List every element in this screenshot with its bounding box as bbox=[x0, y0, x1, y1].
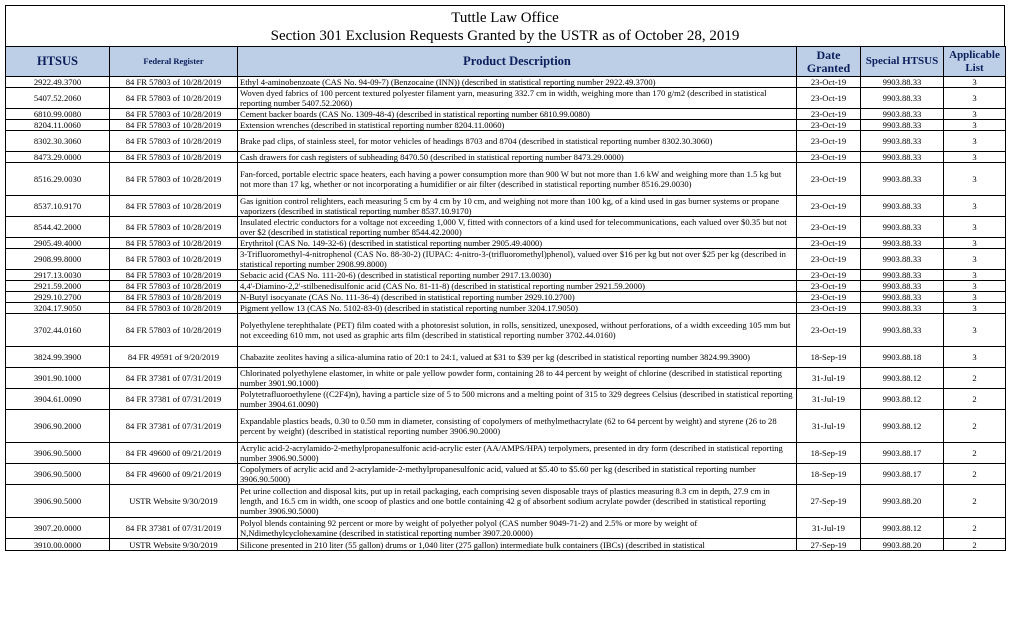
cell-applicable-list: 3 bbox=[944, 238, 1006, 249]
cell-product-description: Chlorinated polyethylene elastomer, in white or pale yellow powder form, containing 28 to 44 percent by weight of chlorine (described in statistical reporting number 3901.90.1000) bbox=[238, 368, 797, 389]
cell-date-granted: 31-Jul-19 bbox=[797, 518, 861, 539]
cell-federal-register: 84 FR 37381 of 07/31/2019 bbox=[110, 518, 238, 539]
cell-special-htsus: 9903.88.18 bbox=[861, 347, 944, 368]
cell-federal-register: 84 FR 57803 of 10/28/2019 bbox=[110, 292, 238, 303]
cell-applicable-list: 3 bbox=[944, 217, 1006, 238]
cell-federal-register: USTR Website 9/30/2019 bbox=[110, 539, 238, 551]
cell-product-description: 4,4'-Diamino-2,2'-stilbenedisulfonic acid (CAS No. 81-11-8) (described in statistical reporting number 2921.59.2000) bbox=[238, 281, 797, 292]
cell-product-description: 3-Trifluoromethyl-4-nitrophenol (CAS No. 88-30-2) (IUPAC: 4-nitro-3-(trifluoromethyl)phenol), valued over $16 per kg but not over $25 per kg (described in statistical reporting number 2908.99.8000) bbox=[238, 249, 797, 270]
cell-federal-register: 84 FR 37381 of 07/31/2019 bbox=[110, 368, 238, 389]
cell-federal-register: 84 FR 37381 of 07/31/2019 bbox=[110, 410, 238, 443]
cell-date-granted: 18-Sep-19 bbox=[797, 464, 861, 485]
cell-product-description: Ethyl 4-aminobenzoate (CAS No. 94-09-7) (Benzocaine (INN)) (described in statistical reporting number 2922.49.3700) bbox=[238, 77, 797, 88]
exclusions-table bbox=[5, 46, 1006, 551]
table-row bbox=[6, 292, 1006, 303]
cell-htsus: 8516.29.0030 bbox=[6, 163, 110, 196]
cell-federal-register: 84 FR 57803 of 10/28/2019 bbox=[110, 131, 238, 152]
table-row bbox=[6, 163, 1006, 196]
cell-special-htsus: 9903.88.12 bbox=[861, 410, 944, 443]
col-header-applicable-list: Applicable List bbox=[944, 47, 1006, 77]
cell-special-htsus: 9903.88.12 bbox=[861, 389, 944, 410]
cell-special-htsus: 9903.88.33 bbox=[861, 281, 944, 292]
table-row bbox=[6, 485, 1006, 518]
cell-product-description: Chabazite zeolites having a silica-alumina ratio of 20:1 to 24:1, valued at $31 to $39 per kg (described in statistical reporting number 3824.99.3900) bbox=[238, 347, 797, 368]
table-row bbox=[6, 368, 1006, 389]
cell-applicable-list: 3 bbox=[944, 347, 1006, 368]
table-row bbox=[6, 196, 1006, 217]
table-header-row bbox=[6, 47, 1006, 77]
cell-date-granted: 23-Oct-19 bbox=[797, 131, 861, 152]
col-header-date-granted: Date Granted bbox=[797, 47, 861, 77]
cell-special-htsus: 9903.88.33 bbox=[861, 77, 944, 88]
cell-date-granted: 23-Oct-19 bbox=[797, 270, 861, 281]
cell-federal-register: 84 FR 49600 of 09/21/2019 bbox=[110, 464, 238, 485]
cell-htsus: 3906.90.5000 bbox=[6, 443, 110, 464]
cell-htsus: 2917.13.0030 bbox=[6, 270, 110, 281]
cell-date-granted: 23-Oct-19 bbox=[797, 217, 861, 238]
cell-special-htsus: 9903.88.33 bbox=[861, 131, 944, 152]
table-row bbox=[6, 249, 1006, 270]
cell-special-htsus: 9903.88.33 bbox=[861, 163, 944, 196]
cell-applicable-list: 3 bbox=[944, 303, 1006, 314]
cell-applicable-list: 3 bbox=[944, 281, 1006, 292]
table-row bbox=[6, 389, 1006, 410]
cell-date-granted: 31-Jul-19 bbox=[797, 389, 861, 410]
cell-product-description: Erythritol (CAS No. 149-32-6) (described in statistical reporting number 2905.49.4000) bbox=[238, 238, 797, 249]
cell-special-htsus: 9903.88.20 bbox=[861, 539, 944, 551]
cell-special-htsus: 9903.88.33 bbox=[861, 303, 944, 314]
cell-federal-register: 84 FR 57803 of 10/28/2019 bbox=[110, 238, 238, 249]
cell-date-granted: 27-Sep-19 bbox=[797, 485, 861, 518]
cell-htsus: 3910.00.0000 bbox=[6, 539, 110, 551]
cell-federal-register: 84 FR 57803 of 10/28/2019 bbox=[110, 196, 238, 217]
cell-date-granted: 23-Oct-19 bbox=[797, 77, 861, 88]
cell-federal-register: 84 FR 57803 of 10/28/2019 bbox=[110, 152, 238, 163]
cell-federal-register: 84 FR 57803 of 10/28/2019 bbox=[110, 314, 238, 347]
table-row bbox=[6, 109, 1006, 120]
cell-product-description: Insulated electric conductors for a voltage not exceeding 1,000 V, fitted with connectors of a kind used for telecommunications, each valued over $0.35 but not over $2 (described in statistical reporting number 8544.42.2000) bbox=[238, 217, 797, 238]
cell-federal-register: 84 FR 57803 of 10/28/2019 bbox=[110, 270, 238, 281]
cell-htsus: 8473.29.0000 bbox=[6, 152, 110, 163]
cell-date-granted: 18-Sep-19 bbox=[797, 347, 861, 368]
cell-special-htsus: 9903.88.33 bbox=[861, 314, 944, 347]
cell-htsus: 2905.49.4000 bbox=[6, 238, 110, 249]
cell-federal-register: 84 FR 49600 of 09/21/2019 bbox=[110, 443, 238, 464]
cell-htsus: 3702.44.0160 bbox=[6, 314, 110, 347]
cell-applicable-list: 3 bbox=[944, 196, 1006, 217]
cell-htsus: 3204.17.9050 bbox=[6, 303, 110, 314]
cell-htsus: 3906.90.2000 bbox=[6, 410, 110, 443]
cell-htsus: 3906.90.5000 bbox=[6, 464, 110, 485]
cell-special-htsus: 9903.88.17 bbox=[861, 464, 944, 485]
cell-date-granted: 23-Oct-19 bbox=[797, 152, 861, 163]
cell-date-granted: 23-Oct-19 bbox=[797, 163, 861, 196]
cell-htsus: 6810.99.0080 bbox=[6, 109, 110, 120]
cell-special-htsus: 9903.88.33 bbox=[861, 270, 944, 281]
cell-product-description: Extension wrenches (described in statistical reporting number 8204.11.0060) bbox=[238, 120, 797, 131]
table-row bbox=[6, 539, 1006, 551]
cell-date-granted: 23-Oct-19 bbox=[797, 292, 861, 303]
cell-applicable-list: 2 bbox=[944, 389, 1006, 410]
cell-htsus: 3907.20.0000 bbox=[6, 518, 110, 539]
cell-applicable-list: 3 bbox=[944, 249, 1006, 270]
document-subtitle: Section 301 Exclusion Requests Granted by the USTR as of October 28, 2019 bbox=[270, 28, 740, 44]
cell-applicable-list: 3 bbox=[944, 270, 1006, 281]
table-row bbox=[6, 120, 1006, 131]
cell-product-description: Acrylic acid-2-acrylamido-2-methylpropanesulfonic acid-acrylic ester (AA/AMPS/HPA) terpolymers, presented in dry form (described in statistical reporting number 3906.90.5000) bbox=[238, 443, 797, 464]
cell-applicable-list: 2 bbox=[944, 464, 1006, 485]
cell-htsus: 8204.11.0060 bbox=[6, 120, 110, 131]
cell-special-htsus: 9903.88.33 bbox=[861, 217, 944, 238]
cell-date-granted: 23-Oct-19 bbox=[797, 238, 861, 249]
col-header-special-htsus: Special HTSUS bbox=[861, 47, 944, 77]
cell-federal-register: 84 FR 37381 of 07/31/2019 bbox=[110, 389, 238, 410]
cell-product-description: Pigment yellow 13 (CAS No. 5102-83-0) (described in statistical reporting number 3204.17.9050) bbox=[238, 303, 797, 314]
cell-special-htsus: 9903.88.33 bbox=[861, 109, 944, 120]
cell-product-description: Woven dyed fabrics of 100 percent textured polyester filament yarn, measuring 332.7 cm in width, weighing more than 170 g/m2 (described in statistical reporting number 5407.52.2060) bbox=[238, 88, 797, 109]
cell-product-description: Polyol blends containing 92 percent or more by weight of polyether polyol (CAS number 9049-71-2) and 2.5% or more by weight of N,Ndimethylcyclohexamine (described in statistical reporting number 3907.20.0000) bbox=[238, 518, 797, 539]
cell-product-description: Gas ignition control relighters, each measuring 5 cm by 4 cm by 10 cm, and weighing not more than 100 kg, of a kind used in gas burner systems or propane vaporizers (described in statistical reporting number 8537.10.9170) bbox=[238, 196, 797, 217]
cell-applicable-list: 3 bbox=[944, 77, 1006, 88]
col-header-product-description: Product Description bbox=[238, 47, 797, 77]
cell-applicable-list: 3 bbox=[944, 120, 1006, 131]
cell-date-granted: 23-Oct-19 bbox=[797, 314, 861, 347]
cell-htsus: 3906.90.5000 bbox=[6, 485, 110, 518]
cell-htsus: 3901.90.1000 bbox=[6, 368, 110, 389]
cell-special-htsus: 9903.88.33 bbox=[861, 88, 944, 109]
table-row bbox=[6, 518, 1006, 539]
cell-applicable-list: 2 bbox=[944, 410, 1006, 443]
cell-product-description: Silicone presented in 210 liter (55 gallon) drums or 1,040 liter (275 gallon) intermediate bulk containers (IBCs) (described in statistical bbox=[238, 539, 797, 551]
cell-applicable-list: 3 bbox=[944, 292, 1006, 303]
cell-product-description: Pet urine collection and disposal kits, put up in retail packaging, each comprising seven disposable trays of plastics measuring 8.3 cm in depth, 27.9 cm in length, and 16.5 cm in width, one scoop of plastics and one bottle containing 42 g of absorbent sodium acrylate powder (described in statistical reporting number 3906.90.5000) bbox=[238, 485, 797, 518]
cell-date-granted: 27-Sep-19 bbox=[797, 539, 861, 551]
table-row bbox=[6, 410, 1006, 443]
cell-date-granted: 23-Oct-19 bbox=[797, 303, 861, 314]
table-row bbox=[6, 443, 1006, 464]
document-title: Tuttle Law Office bbox=[451, 10, 559, 26]
cell-product-description: Copolymers of acrylic acid and 2-acrylamide-2-methylpropanesulfonic acid, valued at $5.40 to $5.60 per kg (described in statistical reporting number 3906.90.5000) bbox=[238, 464, 797, 485]
cell-applicable-list: 2 bbox=[944, 485, 1006, 518]
cell-federal-register: USTR Website 9/30/2019 bbox=[110, 485, 238, 518]
cell-date-granted: 18-Sep-19 bbox=[797, 443, 861, 464]
table-row bbox=[6, 314, 1006, 347]
table-row bbox=[6, 88, 1006, 109]
cell-federal-register: 84 FR 49591 of 9/20/2019 bbox=[110, 347, 238, 368]
cell-special-htsus: 9903.88.33 bbox=[861, 196, 944, 217]
table-row bbox=[6, 303, 1006, 314]
table-row bbox=[6, 77, 1006, 88]
table-row bbox=[6, 347, 1006, 368]
col-header-federal-register: Federal Register bbox=[110, 47, 238, 77]
document-header bbox=[5, 5, 1005, 46]
cell-htsus: 8537.10.9170 bbox=[6, 196, 110, 217]
cell-federal-register: 84 FR 57803 of 10/28/2019 bbox=[110, 249, 238, 270]
cell-federal-register: 84 FR 57803 of 10/28/2019 bbox=[110, 163, 238, 196]
table-row bbox=[6, 281, 1006, 292]
cell-htsus: 3824.99.3900 bbox=[6, 347, 110, 368]
cell-federal-register: 84 FR 57803 of 10/28/2019 bbox=[110, 88, 238, 109]
cell-applicable-list: 3 bbox=[944, 131, 1006, 152]
cell-applicable-list: 3 bbox=[944, 88, 1006, 109]
cell-htsus: 8302.30.3060 bbox=[6, 131, 110, 152]
cell-date-granted: 23-Oct-19 bbox=[797, 109, 861, 120]
table-body bbox=[6, 77, 1006, 551]
cell-product-description: Cement backer boards (CAS No. 1309-48-4) (described in statistical reporting number 6810.99.0080) bbox=[238, 109, 797, 120]
cell-applicable-list: 2 bbox=[944, 368, 1006, 389]
cell-date-granted: 23-Oct-19 bbox=[797, 196, 861, 217]
cell-applicable-list: 3 bbox=[944, 109, 1006, 120]
cell-special-htsus: 9903.88.17 bbox=[861, 443, 944, 464]
cell-htsus: 2921.59.2000 bbox=[6, 281, 110, 292]
cell-htsus: 2929.10.2700 bbox=[6, 292, 110, 303]
cell-applicable-list: 2 bbox=[944, 518, 1006, 539]
table-row bbox=[6, 238, 1006, 249]
table-row bbox=[6, 152, 1006, 163]
document-sheet bbox=[5, 5, 1005, 551]
cell-date-granted: 31-Jul-19 bbox=[797, 368, 861, 389]
cell-product-description: Sebacic acid (CAS No. 111-20-6) (described in statistical reporting number 2917.13.0030) bbox=[238, 270, 797, 281]
cell-federal-register: 84 FR 57803 of 10/28/2019 bbox=[110, 120, 238, 131]
cell-applicable-list: 3 bbox=[944, 163, 1006, 196]
cell-federal-register: 84 FR 57803 of 10/28/2019 bbox=[110, 109, 238, 120]
cell-product-description: Polytetrafluoroethylene ((C2F4)n), having a particle size of 5 to 500 microns and a melting point of 315 to 329 degrees Celsius (described in statistical reporting number 3904.61.0090) bbox=[238, 389, 797, 410]
table-row bbox=[6, 270, 1006, 281]
cell-htsus: 8544.42.2000 bbox=[6, 217, 110, 238]
table-row bbox=[6, 131, 1006, 152]
cell-federal-register: 84 FR 57803 of 10/28/2019 bbox=[110, 217, 238, 238]
cell-applicable-list: 3 bbox=[944, 152, 1006, 163]
cell-federal-register: 84 FR 57803 of 10/28/2019 bbox=[110, 77, 238, 88]
cell-htsus: 5407.52.2060 bbox=[6, 88, 110, 109]
cell-special-htsus: 9903.88.33 bbox=[861, 292, 944, 303]
cell-product-description: Fan-forced, portable electric space heaters, each having a power consumption more than 900 W but not more than 1.6 kW and weighing more than 1.5 kg but not more than 17 kg, whether or not incorporating a humidifier or air filter (described in statistical reporting number 8516.29.0030) bbox=[238, 163, 797, 196]
cell-special-htsus: 9903.88.12 bbox=[861, 368, 944, 389]
cell-special-htsus: 9903.88.33 bbox=[861, 152, 944, 163]
cell-applicable-list: 2 bbox=[944, 443, 1006, 464]
cell-special-htsus: 9903.88.12 bbox=[861, 518, 944, 539]
cell-htsus: 2922.49.3700 bbox=[6, 77, 110, 88]
cell-special-htsus: 9903.88.33 bbox=[861, 249, 944, 270]
cell-federal-register: 84 FR 57803 of 10/28/2019 bbox=[110, 303, 238, 314]
cell-federal-register: 84 FR 57803 of 10/28/2019 bbox=[110, 281, 238, 292]
cell-date-granted: 23-Oct-19 bbox=[797, 88, 861, 109]
cell-date-granted: 23-Oct-19 bbox=[797, 281, 861, 292]
cell-special-htsus: 9903.88.20 bbox=[861, 485, 944, 518]
col-header-htsus: HTSUS bbox=[6, 47, 110, 77]
table-row bbox=[6, 217, 1006, 238]
cell-product-description: N-Butyl isocyanate (CAS No. 111-36-4) (described in statistical reporting number 2929.10.2700) bbox=[238, 292, 797, 303]
cell-product-description: Polyethylene terephthalate (PET) film coated with a photoresist solution, in rolls, sensitized, unexposed, without perforations, of a width exceeding 105 mm but not exceeding 610 mm, not used as graphic arts film (described in statistical reporting number 3702.44.0160) bbox=[238, 314, 797, 347]
cell-applicable-list: 3 bbox=[944, 314, 1006, 347]
cell-special-htsus: 9903.88.33 bbox=[861, 120, 944, 131]
cell-date-granted: 23-Oct-19 bbox=[797, 120, 861, 131]
cell-product-description: Cash drawers for cash registers of subheading 8470.50 (described in statistical reporting number 8473.29.0000) bbox=[238, 152, 797, 163]
cell-product-description: Expandable plastics beads, 0.30 to 0.50 mm in diameter, consisting of copolymers of methylmethacrylate (62 to 64 percent by weight) and styrene (26 to 28 percent by weight) (described in statistical reporting number 3906.90.2000) bbox=[238, 410, 797, 443]
cell-htsus: 2908.99.8000 bbox=[6, 249, 110, 270]
table-row bbox=[6, 464, 1006, 485]
cell-special-htsus: 9903.88.33 bbox=[861, 238, 944, 249]
cell-date-granted: 23-Oct-19 bbox=[797, 249, 861, 270]
cell-date-granted: 31-Jul-19 bbox=[797, 410, 861, 443]
cell-applicable-list: 2 bbox=[944, 539, 1006, 551]
cell-htsus: 3904.61.0090 bbox=[6, 389, 110, 410]
cell-product-description: Brake pad clips, of stainless steel, for motor vehicles of headings 8703 and 8704 (described in statistical reporting number 8302.30.3060) bbox=[238, 131, 797, 152]
